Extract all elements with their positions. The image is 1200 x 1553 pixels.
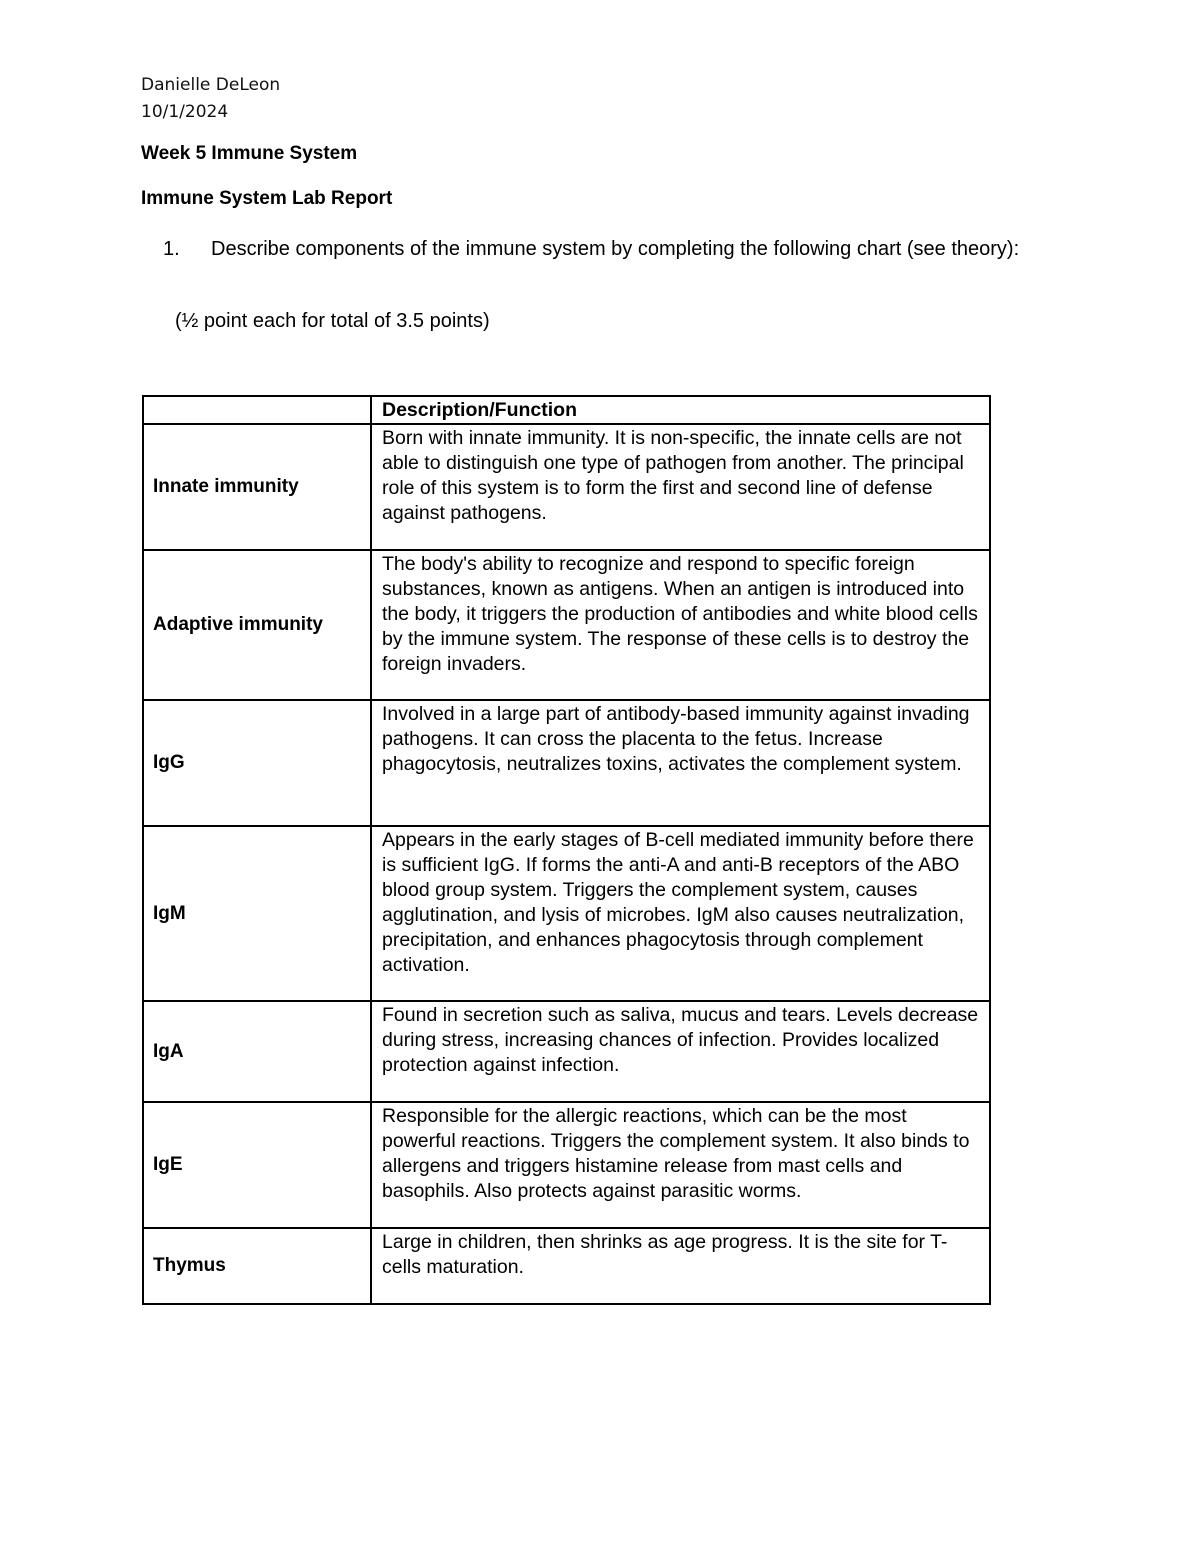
row-label: IgE: [143, 1102, 371, 1228]
table-header-desc: Description/Function: [371, 396, 990, 424]
document-title: Week 5 Immune System: [141, 143, 358, 164]
table-row: [143, 1228, 990, 1304]
row-label: IgM: [143, 826, 371, 1001]
table-row: [143, 826, 990, 1001]
row-description: Appears in the early stages of B-cell mediated immunity before there is sufficient IgG. If forms the anti-A and anti-B receptors of the ABO blood group system. Triggers the complement system, causes agglutination, and lysis of microbes. IgM also causes neutralization, precipitation, and enhances phagocytosis through complement activation.: [371, 826, 990, 1001]
table-row: [143, 1001, 990, 1102]
table-row: [143, 550, 990, 700]
table-row: [143, 424, 990, 550]
report-date: 10/1/2024: [141, 102, 229, 122]
row-label: IgG: [143, 700, 371, 826]
row-label: Adaptive immunity: [143, 550, 371, 700]
document-subtitle: Immune System Lab Report: [141, 188, 393, 209]
row-description: Found in secretion such as saliva, mucus and tears. Levels decrease during stress, increasing chances of infection. Provides localized protection against infection.: [371, 1001, 990, 1102]
question-item: [163, 235, 1023, 263]
immune-components-table: [142, 395, 991, 1305]
table-header-row: [143, 396, 990, 424]
table-row: [143, 700, 990, 826]
table-header-label-cell: [143, 396, 371, 424]
row-description: Large in children, then shrinks as age progress. It is the site for T-cells maturation.: [371, 1228, 990, 1304]
row-description: Responsible for the allergic reactions, which can be the most powerful reactions. Triggers the complement system. It also binds to allergens and triggers histamine release from mast cells and basophils. Also protects against parasitic worms.: [371, 1102, 990, 1228]
row-label: Innate immunity: [143, 424, 371, 550]
row-description: The body's ability to recognize and respond to specific foreign substances, known as antigens. When an antigen is introduced into the body, it triggers the production of antibodies and white blood cells by the immune system. The response of these cells is to destroy the foreign invaders.: [371, 550, 990, 700]
question-text: Describe components of the immune system by completing the following chart (see theory):: [211, 238, 1020, 260]
row-description: Born with innate immunity. It is non-specific, the innate cells are not able to distinguish one type of pathogen from another. The principal role of this system is to form the first and second line of defense against pathogens.: [371, 424, 990, 550]
question-number: 1.: [163, 238, 180, 260]
points-note: (½ point each for total of 3.5 points): [175, 310, 490, 332]
row-label: IgA: [143, 1001, 371, 1102]
table-row: [143, 1102, 990, 1228]
row-description: Involved in a large part of antibody-based immunity against invading pathogens. It can cross the placenta to the fetus. Increase phagocytosis, neutralizes toxins, activates the complement system.: [371, 700, 990, 826]
author-name: Danielle DeLeon: [141, 75, 281, 95]
row-label: Thymus: [143, 1228, 371, 1304]
